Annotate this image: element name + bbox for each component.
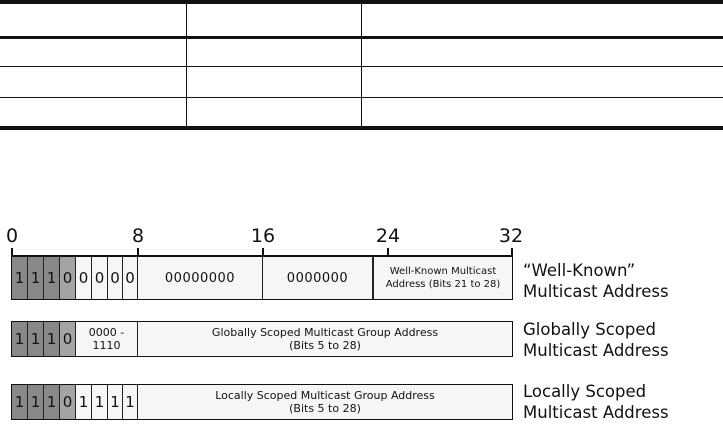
globally-scoped-label-line2: Multicast Address bbox=[523, 341, 669, 360]
bit-cell: 0 bbox=[123, 257, 138, 299]
bit-cell: 1 bbox=[12, 385, 28, 419]
well-known-field-line1: Well-Known Multicast bbox=[389, 266, 497, 277]
scale-tick bbox=[11, 248, 13, 256]
bit-cell: 0 bbox=[108, 257, 123, 299]
well-known-row-label bbox=[523, 260, 669, 302]
scale-label-0: 0 bbox=[5, 225, 19, 247]
scope-range-line1: 0000 - bbox=[88, 326, 125, 339]
well-known-label-line2: Multicast Address bbox=[523, 282, 669, 301]
bit-cell: 0 bbox=[60, 385, 76, 419]
bit-cell: 1 bbox=[28, 385, 44, 419]
globally-scoped-address-row bbox=[11, 321, 513, 357]
scope-range-field bbox=[76, 322, 138, 356]
locally-scoped-label-line1: Locally Scoped bbox=[523, 382, 647, 401]
scale-label-8: 8 bbox=[131, 225, 145, 247]
scope-range-line2: 1110 bbox=[92, 339, 121, 352]
globally-scoped-row-label bbox=[523, 319, 669, 361]
scale-tick bbox=[137, 248, 139, 256]
bit-cell: 1 bbox=[28, 257, 44, 299]
scale-tick bbox=[262, 248, 264, 256]
locally-scoped-group-field bbox=[138, 385, 512, 419]
globally-scoped-label-line1: Globally Scoped bbox=[523, 320, 656, 339]
well-known-address-field bbox=[373, 257, 512, 299]
multicast-address-diagram bbox=[0, 225, 723, 435]
bit-cell: 1 bbox=[108, 385, 123, 419]
bit-cell: 1 bbox=[44, 322, 60, 356]
locally-scoped-address-row bbox=[11, 384, 513, 420]
octet-3-field: 0000000 bbox=[263, 257, 373, 299]
bit-cell: 1 bbox=[44, 257, 60, 299]
bit-cell: 1 bbox=[76, 385, 92, 419]
bit-cell: 1 bbox=[123, 385, 138, 419]
well-known-address-row bbox=[11, 256, 513, 300]
locally-scoped-group-line2: (Bits 5 to 28) bbox=[289, 402, 361, 415]
locally-scoped-group-line1: Locally Scoped Multicast Group Address bbox=[215, 389, 435, 402]
table-column-divider bbox=[186, 4, 187, 126]
scale-tick bbox=[387, 248, 389, 256]
bit-cell: 1 bbox=[12, 257, 28, 299]
bit-cell: 1 bbox=[12, 322, 28, 356]
bit-cell: 0 bbox=[92, 257, 108, 299]
table-column-divider bbox=[361, 4, 362, 126]
bit-cell: 1 bbox=[92, 385, 108, 419]
well-known-field-line2: Address (Bits 21 to 28) bbox=[385, 279, 501, 290]
scale-label-16: 16 bbox=[250, 225, 276, 247]
header-table bbox=[0, 0, 723, 130]
scale-label-24: 24 bbox=[375, 225, 401, 247]
table-bottom-rule bbox=[0, 126, 723, 130]
bit-cell: 0 bbox=[60, 257, 76, 299]
bit-cell: 1 bbox=[44, 385, 60, 419]
scale-label-32: 32 bbox=[498, 225, 524, 247]
globally-scoped-group-field bbox=[138, 322, 512, 356]
globally-scoped-group-line2: (Bits 5 to 28) bbox=[289, 339, 361, 352]
bit-cell: 1 bbox=[28, 322, 44, 356]
bit-cell: 0 bbox=[76, 257, 92, 299]
locally-scoped-label-line2: Multicast Address bbox=[523, 403, 669, 422]
scale-tick bbox=[511, 248, 513, 256]
well-known-label-line1: “Well-Known” bbox=[523, 261, 636, 280]
locally-scoped-row-label bbox=[523, 381, 669, 423]
globally-scoped-group-line1: Globally Scoped Multicast Group Address bbox=[211, 326, 439, 339]
octet-2-field: 00000000 bbox=[138, 257, 263, 299]
bit-cell: 0 bbox=[60, 322, 76, 356]
